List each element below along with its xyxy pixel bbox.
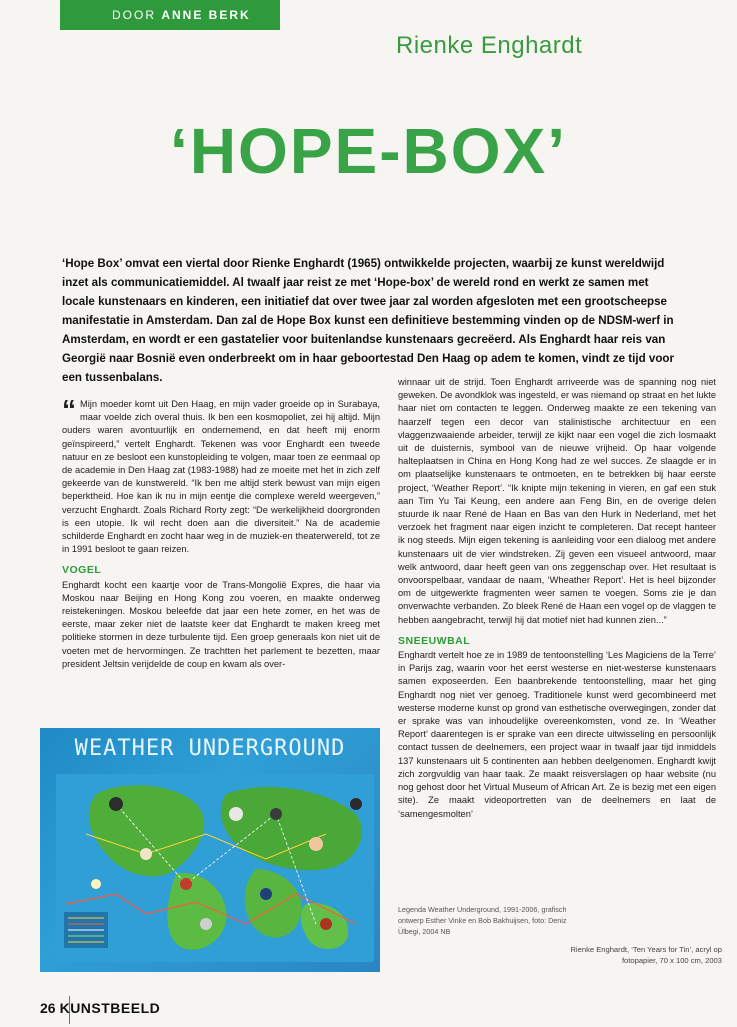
page-number: 26 [40,1000,56,1016]
right-para-2: Enghardt vertelt hoe ze in 1989 de tentoonstelling ‘Les Magiciens de la Terre’ in Parijs zag, waarin voor het eerst westerse en niet-westerse kunstenaars samen exposeerden. Een baanbrekende tentoonstelling, maar het ging Enghardt nog niet ver genoeg. Traditionele kunst werd gecombineerd met westerse moderne kunst op grond van esthetische overwegingen, zonder dat er sprake was van inhoudelijke overeenkomsten, vond ze. In ‘Weather Report’ daarentegen is er sprake van een directe uitwisseling en persoonlijk contact tussen de deelnemers, een project waar in twaalf jaar tijd inmiddels 137 kunstenaars uit 5 continenten aan hebben deelgenomen. Enghardt kwijt zich zorgvuldig van haar taak. Ze maakt reisverslagen op haar website (nu nog gehost door het Virtual Museum of African Art. Ze is bezig met een eigen site). Ze maakt videoportretten van de deelnemers en laat de ‘samengesmolten’ [398,650,716,819]
world-map-artwork [56,774,374,962]
magazine-name: KUNSTBEELD [59,1000,161,1016]
author-name: ANNE BERK [161,8,251,22]
subhead-sneeuwbal: SNEEUWBAL [398,634,471,647]
intro-paragraph: ‘Hope Box’ omvat een viertal door Rienke Enghardt (1965) ontwikkelde projecten, waarbij ze kunst wereldwijd inzet als communicatiemiddel. Al twaalf jaar reist ze met ‘Hope-box’ de wereld rond en werkt ze samen met locale kunstenaars en kinderen, een initiatief dat over twee jaar zal worden afgesloten met een grootscheepse manifestatie in Amsterdam. Dan zal de Hope Box kunst een definitieve bestemming vinden op de NDSM-werf in Amsterdam, en wordt er een gastatelier voor buitenlandse kunstenaars gecreëerd. Als Enghardt haar reis van Georgië naar Bosnië even onderbreekt om in haar geboortestad Den Haag op adem te komen, vindt ze tijd voor een tussenbalans. [62,257,675,384]
author-bar [60,0,280,30]
author-prefix: DOOR [112,8,156,22]
right-column [398,376,716,821]
left-para-1 [62,394,380,556]
quote-mark: “ [62,394,76,425]
artwork-figure [40,728,380,972]
left-column [62,394,380,671]
figure-caption-right: Rienke Enghardt, ‘Ten Years for Tin’, acryl op fotopapier, 70 x 100 cm, 2003 [570,945,722,965]
figure-title: WEATHER UNDERGROUND [74,736,346,761]
left-para-1-text: Mijn moeder komt uit Den Haag, en mijn vader groeide op in Surabaya, maar voelde zich overal thuis. Ik ben een kosmopoliet, zei hij altijd. Mijn ouders waren avontuurlijk en ondernemend, en dat heeft mij enorm geïnspireerd,” vertelt Enghardt. Tekenen was voor Enghardt een tweede natuur en ze besloot een kunstopleiding te volgen, maar toen ze eenmaal op de academie in Den Haag zat (1983-1988) had ze moeite met het in zich zelf gekeerde van de kunstwereld. “Ik ben me altijd sterk bewust van mijn eigen beperktheid. Hoe kan ik nu in mijn eentje die complexe wereld weergeven,” verzucht Enghardt. Zoals Richard Rorty zegt: “De werkelijkheid doorgronden is een utopie. Ik wil recht doen aan die diversiteit.” Na de academie schilderde Enghardt en zocht haar weg in de muziek-en theaterwereld, tot ze in 1991 besloot te gaan reizen. [62,399,380,555]
artist-name: Rienke Enghardt [396,32,583,59]
subhead-vogel: VOGEL [62,564,102,577]
page-folio [40,1000,160,1016]
left-para-2: Enghardt kocht een kaartje voor de Trans-Mongolië Expres, die haar via Moskou naar Beijing en Hong Kong zou voeren, en maakte onderweg reistekeningen. Moskou beleefde dat jaar een hete zomer, en het was de eerste, maar zeker niet de laatste keer dat Enghardt te maken kreeg met politieke stormen in deze turbulente tijd. Een groep generaals kon niet uit de voeten met de hervormingen. Ze trachtten het parlement te bezetten, maar president Jeltsin verijdelde de coup en kwam als over- [62,579,380,669]
article-title: ‘HOPE-BOX’ [170,115,567,187]
figure-caption-left: Legenda Weather Underground, 1991-2006, grafisch ontwerp Esther Vinke en Bob Bakhuijsen, foto: Deniz Ülbegi, 2004 NB [398,905,567,936]
right-para-1: winnaar uit de strijd. Toen Enghardt arriveerde was de spanning nog niet geweken. De avondklok was ingesteld, er was niemand op straat en het lukte haar niet om contacten te leggen. Onderweg maakte ze een tekening van haarzelf tegen een decor van stalinistische architectuur en een vlaggenzwaaiende arbeider, terwijl ze kijkt naar een vogel die zich losmaakt uit de duisternis, symbool van de nieuwe vrijheid. Op haar volgende halteplaatsen in China en Hong Kong had ze wel succes. Ze slaagde er in om plaatselijke kunstenaars te ontmoeten, en te betrekken bij haar eerste project, ‘Weather Report’. “Ik knipte mijn tekening in vieren, en gaf een stuk aan Tim Yu Tai Keung, een andere aan Feng Bin, en de overige delen stuurde ik naar René de Haan en Bas van den Hurk in Nederland, met het verzoek het fragment naar eigen inzicht te completeren. Dat recept hanteer ik nog steeds. Mijn eigen tekening is aanleiding voor een dialoog met andere kunstenaars uit de vier windstreken. Zij geven een visueel antwoord, maar welk antwoord, daar heeft geen van ons zeggenschap over. Het resultaat is onvoorspelbaar, vandaar de naam, ‘Wheather Report’. Het is heel bijzonder om de uitgewerkte fragmenten weer samen te voegen. Soms zie je dan onverwachte verbanden. Zo bleek René de Haan een vogel op de vlaggen te hebben aangebracht, terwijl hij dat motief niet had kunnen zien...” [398,377,716,625]
